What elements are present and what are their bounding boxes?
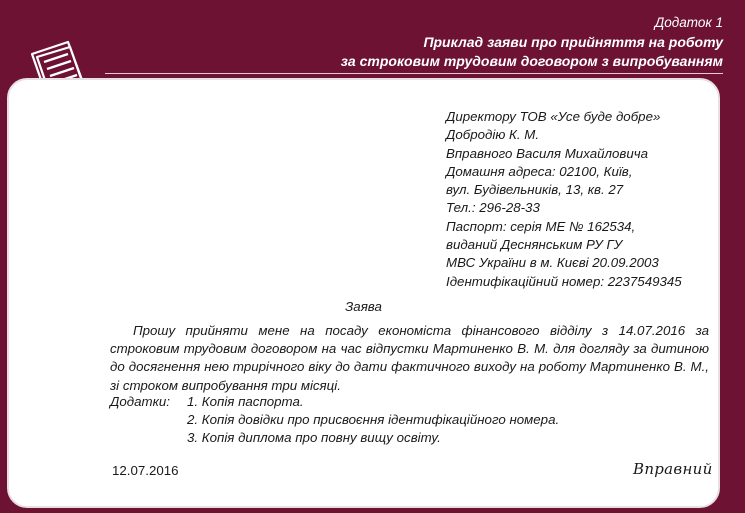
addressee-line: вул. Будівельників, 13, кв. 27 (446, 182, 624, 198)
attachment-item: 1. Копія паспорта. (187, 394, 304, 409)
header-underline (105, 73, 723, 74)
letter-card (7, 78, 720, 508)
addressee-block (446, 108, 682, 291)
addressee-line: Тел.: 296-28-33 (446, 200, 540, 216)
header-appendix: Додаток 1 (654, 15, 723, 30)
header-title-line-1: Приклад заяви про прийняття на роботу (423, 34, 723, 50)
application-body: Прошу прийняти мене на посаду економіста фінансового відділу з 14.07.2016 за строковим трудовим договором на час відпустки Мартиненко В. М. для догляду за дитиною до досягнення нею трирічного віку до дати фактичного виходу на роботу Мартиненко В. М., зі строком випробування три місяці. (110, 323, 709, 393)
addressee-line: Ідентифікаційний номер: 2237549345 (446, 273, 682, 289)
addressee-line: Директору ТОВ «Усе буде добре» (446, 109, 661, 124)
addressee-line: Домашня адреса: 02100, Київ, (446, 163, 633, 179)
document-title: Заява (345, 299, 382, 314)
addressee-line: виданий Деснянським РУ ГУ (446, 237, 623, 253)
attachment-item: 2. Копія довідки про присвоєння ідентифікаційного номера. (187, 412, 560, 427)
addressee-line: Вправного Василя Михайловича (446, 145, 648, 161)
addressee-line: МВС України в м. Києві 20.09.2003 (446, 255, 659, 271)
addressee-line: Паспорт: серія МЕ № 162534, (446, 218, 636, 234)
signature: Вправний (633, 460, 713, 478)
addressee-line: Добродію К. М. (446, 127, 540, 143)
attachment-item: 3. Копія диплома про повну вищу освіту. (187, 430, 441, 445)
application-date: 12.07.2016 (112, 463, 179, 478)
header-title-line-2: за строковим трудовим договором з випробуванням (340, 53, 723, 69)
attachments-label: Додатки: (110, 394, 170, 409)
